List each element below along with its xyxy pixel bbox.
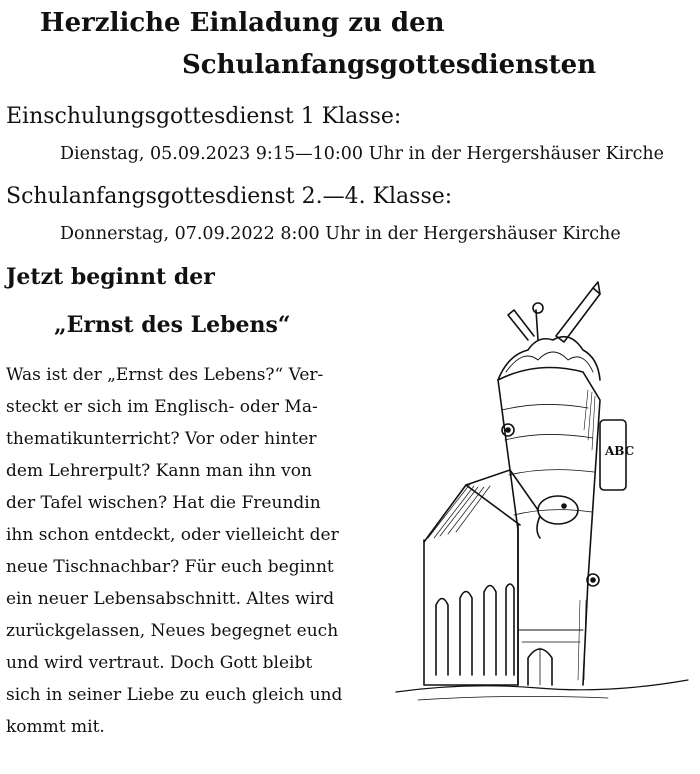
body-line: der Tafel wischen? Hat die Freundin xyxy=(6,493,321,513)
page-title-line1: Herzliche Einladung zu den xyxy=(40,8,445,38)
body-line: ein neuer Lebensabschnitt. Altes wird xyxy=(6,589,335,609)
service2-detail: Donnerstag, 07.09.2022 8:00 Uhr in der Hergershäuser Kirche xyxy=(60,224,621,244)
body-paragraph xyxy=(6,359,390,743)
service2-heading: Schulanfangsgottesdienst 2.—4. Klasse: xyxy=(6,184,453,209)
body-line: thematikunterricht? Vor oder hinter xyxy=(6,429,317,449)
body-line: und wird vertraut. Doch Gott bleibt xyxy=(6,653,313,673)
page-title-line2: Schulanfangsgottesdiensten xyxy=(182,50,597,80)
service1-detail: Dienstag, 05.09.2023 9:15—10:00 Uhr in der Hergershäuser Kirche xyxy=(60,144,665,164)
body-line: sich in seiner Liebe zu euch gleich und xyxy=(6,685,343,705)
body-line: zurückgelassen, Neues begegnet euch xyxy=(6,621,339,641)
body-line: neue Tischnachbar? Für euch beginnt xyxy=(6,557,334,577)
body-line: steckt er sich im Englisch- oder Ma- xyxy=(6,397,318,417)
cone-label-text: ABC xyxy=(605,444,635,458)
section-heading-line2: „Ernst des Lebens“ xyxy=(54,312,291,338)
body-line: ihn schon entdeckt, oder vielleicht der xyxy=(6,525,339,545)
section-heading-line1: Jetzt beginnt der xyxy=(6,264,215,290)
service1-heading: Einschulungsgottesdienst 1 Klasse: xyxy=(6,104,402,129)
body-line: dem Lehrerpult? Kann man ihn von xyxy=(6,461,312,481)
church-cone-icon xyxy=(388,280,694,710)
body-line: kommt mit. xyxy=(6,717,105,737)
body-line: Was ist der „Ernst des Lebens?“ Ver- xyxy=(6,365,324,385)
church-school-cone-illustration xyxy=(388,280,694,710)
